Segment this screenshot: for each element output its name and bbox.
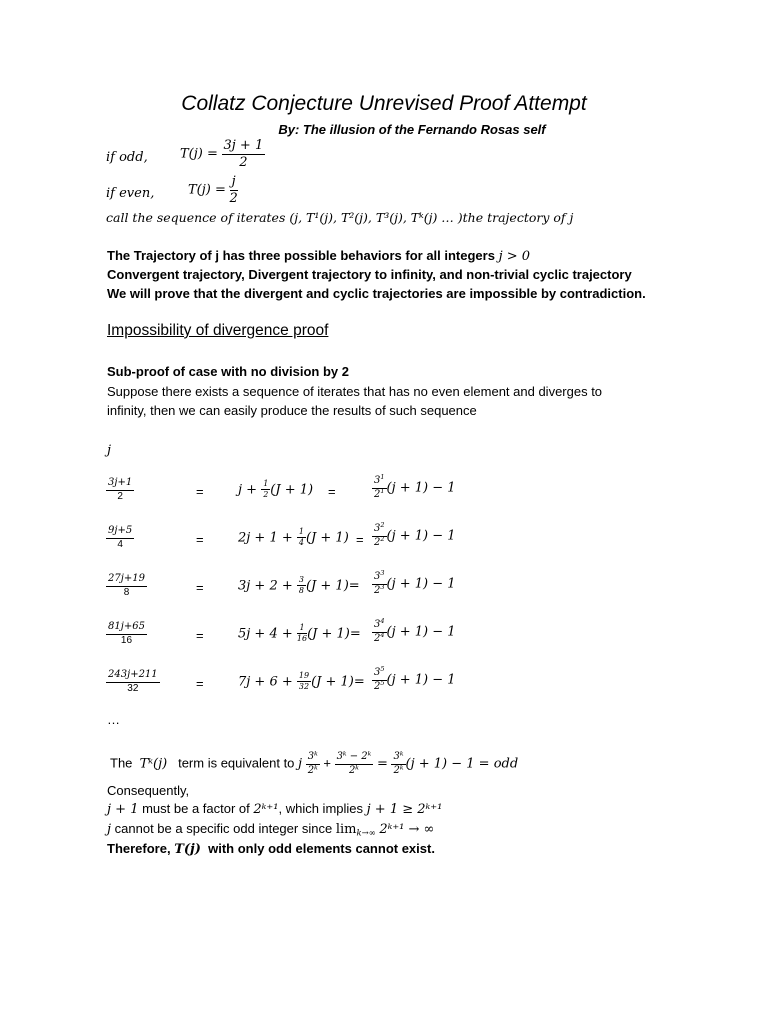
even-case-label: if even, xyxy=(106,186,155,201)
odd-case-fraction xyxy=(222,139,266,169)
row2-expr-post: (J + 1) xyxy=(305,530,349,546)
row3-expr-fnum: 3 xyxy=(297,576,306,586)
row3-power-den: $2^3$ xyxy=(374,582,385,596)
conclusion-f2-num: 3ᵏ − 2ᵏ xyxy=(335,752,374,765)
row3-rhs xyxy=(372,569,456,596)
conclusion-fraction-2 xyxy=(335,752,374,776)
row4-rhs xyxy=(372,617,456,644)
cannot-d: 2ᵏ⁺¹ → ∞ xyxy=(379,822,435,837)
odd-case-lhs: T(j) = xyxy=(180,146,218,162)
row5-expr-post: (J + 1)= xyxy=(311,674,365,690)
row1-expr-fnum: 1 xyxy=(261,480,270,490)
intro-line-3: We will prove that the divergent and cyclic trajectories are impossible by contradiction. xyxy=(107,286,646,301)
even-case-denominator: 2 xyxy=(229,190,238,206)
row3-power-fraction xyxy=(372,569,387,596)
conclusion-f3-num: 3ᵏ xyxy=(391,752,405,765)
row3-lhs-den: 8 xyxy=(123,586,130,598)
row4-lhs-den: 16 xyxy=(120,634,133,646)
conclusion-the: The xyxy=(110,755,133,771)
row2-lhs-den: 4 xyxy=(117,538,123,550)
conclusion-f1-den: 2ᵏ xyxy=(307,764,318,776)
conclusion-equivalent: term is equivalent to xyxy=(178,755,295,771)
row5-expr-fnum: 19 xyxy=(297,672,311,682)
row3-expr-pre: 3j + 2 + xyxy=(238,578,297,594)
factor-d: , which implies xyxy=(278,801,364,816)
row2-rhs-tail: (j + 1) − 1 xyxy=(386,528,456,544)
row2-lhs-fraction xyxy=(106,526,134,550)
row5-expr-fraction xyxy=(297,672,311,692)
cannot-line xyxy=(107,821,434,837)
row1-power-fraction xyxy=(372,473,387,500)
row1-lhs-num: 3j+1 xyxy=(106,478,134,491)
subproof-heading: Sub-proof of case with no division by 2 xyxy=(107,364,349,379)
intro-line-1-text: The Trajectory of j has three possible behaviors for all integers xyxy=(107,248,495,263)
row5-lhs-den: 32 xyxy=(127,682,139,694)
consequently: Consequently, xyxy=(107,783,190,798)
row2-equals-2: = xyxy=(356,532,364,547)
row4-lhs-fraction xyxy=(106,622,147,646)
row4-lhs-num: 81j+65 xyxy=(106,622,147,635)
row4-rhs-tail: (j + 1) − 1 xyxy=(386,624,456,640)
section-heading: Impossibility of divergence proof xyxy=(107,322,329,339)
row4-expression xyxy=(238,624,361,644)
row2-expr-pre: 2j + 1 + xyxy=(238,530,297,546)
even-case-fraction xyxy=(230,175,238,205)
row1-power-den: $2^1$ xyxy=(374,486,385,500)
row2-power-den: $2^2$ xyxy=(374,534,385,548)
conclusion-fraction-1 xyxy=(306,752,320,776)
row5-rhs xyxy=(372,665,456,692)
therefore-c: with only odd elements cannot exist. xyxy=(208,841,435,856)
row3-equals: = xyxy=(196,580,204,595)
row4-power-den: $2^4$ xyxy=(374,630,385,644)
row5-expression xyxy=(238,672,365,692)
j-label: j xyxy=(107,443,112,458)
odd-case-label: if odd, xyxy=(106,150,148,165)
row2-lhs-num: 9j+5 xyxy=(106,526,134,539)
even-case-lhs: T(j) = xyxy=(188,182,226,198)
document-byline: By: The illusion of the Fernando Rosas self xyxy=(278,122,546,137)
row4-expr-fraction xyxy=(297,624,307,644)
row2-expression xyxy=(238,528,349,548)
row1-equals: = xyxy=(196,484,204,499)
conclusion-f2-den: 2ᵏ xyxy=(348,764,359,776)
factor-c: 2ᵏ⁺¹ xyxy=(253,802,279,817)
conclusion-equals: = xyxy=(376,756,388,772)
sequence-definition: call the sequence of iterates (j, T¹(j), T²(j), T³(j), Tᵏ(j) … )the trajectory of j xyxy=(106,210,574,225)
intro-line-1 xyxy=(107,248,530,264)
row1-expr-fden: 2 xyxy=(263,490,269,500)
row4-expr-post: (J + 1)= xyxy=(307,626,361,642)
conclusion-j: j xyxy=(298,756,303,772)
row1-expression xyxy=(238,480,313,500)
intro-line-2: Convergent trajectory, Divergent trajectory to infinity, and non-trivial cyclic trajectory xyxy=(107,267,632,282)
factor-line xyxy=(107,801,442,817)
row1-equals-2: = xyxy=(328,484,336,499)
row2-equals: = xyxy=(196,532,204,547)
conclusion-fraction-3 xyxy=(391,752,405,776)
therefore-a: Therefore, xyxy=(107,841,171,856)
row5-expr-pre: 7j + 6 + xyxy=(238,674,297,690)
conclusion-f3-den: 2ᵏ xyxy=(393,764,404,776)
row2-expr-fnum: 1 xyxy=(297,528,306,538)
row2-power-fraction xyxy=(372,521,387,548)
row2-expr-fden: 4 xyxy=(298,538,304,548)
row5-lhs-num: 243j+211 xyxy=(106,670,160,683)
odd-case-formula xyxy=(180,139,265,169)
row1-rhs xyxy=(372,473,456,500)
row3-lhs-num: 27j+19 xyxy=(106,574,147,587)
conclusion-f1-num: 3ᵏ xyxy=(306,752,320,765)
row2-power-num: $3^2$ xyxy=(372,524,387,537)
row4-expr-fnum: 1 xyxy=(297,624,306,634)
row5-rhs-tail: (j + 1) − 1 xyxy=(386,672,456,688)
row4-power-num: $3^4$ xyxy=(372,620,387,633)
row3-expr-fden: 8 xyxy=(298,586,304,596)
ellipsis: … xyxy=(107,712,120,727)
conclusion-line xyxy=(110,752,518,776)
row5-power-fraction xyxy=(372,665,387,692)
row4-expr-fden: 16 xyxy=(296,634,308,644)
cannot-b: cannot be a specific odd integer since xyxy=(114,821,333,836)
therefore-line xyxy=(107,841,435,857)
row1-expr-post: (J + 1) xyxy=(270,482,314,498)
row1-lhs-fraction xyxy=(106,478,134,502)
factor-b: must be a factor of xyxy=(142,801,250,816)
intro-line-1-math: j > 0 xyxy=(498,249,531,264)
factor-e: j + 1 ≥ 2ᵏ⁺¹ xyxy=(366,802,443,817)
row2-expr-fraction xyxy=(297,528,306,548)
row3-lhs-fraction xyxy=(106,574,147,598)
odd-case-denominator: 2 xyxy=(239,154,248,170)
row4-expr-pre: 5j + 4 + xyxy=(238,626,297,642)
odd-case-numerator: 3j + 1 xyxy=(223,138,264,153)
row1-expr-pre: j + xyxy=(238,482,262,498)
row5-expr-fden: 32 xyxy=(298,682,310,692)
row1-power-num: $3^1$ xyxy=(372,476,387,489)
row4-equals: = xyxy=(196,628,204,643)
row1-expr-fraction xyxy=(261,480,270,500)
cannot-a: j xyxy=(107,822,112,837)
row5-power-num: $3^5$ xyxy=(372,668,387,681)
row3-expression xyxy=(238,576,360,596)
conclusion-plus: + xyxy=(323,755,331,771)
cannot-lim: $\lim_{k\to\infty}$ xyxy=(335,822,376,838)
subproof-paragraph-line-2: infinity, then we can easily produce the results of such sequence xyxy=(107,403,477,418)
row5-equals: = xyxy=(196,676,204,691)
row1-lhs-den: 2 xyxy=(117,490,123,502)
conclusion-tail: (j + 1) − 1 = odd xyxy=(405,756,519,772)
even-case-formula xyxy=(188,175,238,205)
document-title: Collatz Conjecture Unrevised Proof Attempt xyxy=(181,92,587,115)
row3-expr-post: (J + 1)= xyxy=(305,578,360,594)
conclusion-tk: Tᵏ(j) xyxy=(139,756,168,772)
row2-rhs xyxy=(372,521,456,548)
row4-power-fraction xyxy=(372,617,387,644)
row1-rhs-tail: (j + 1) − 1 xyxy=(386,480,456,496)
row3-rhs-tail: (j + 1) − 1 xyxy=(386,576,456,592)
row5-power-den: $2^5$ xyxy=(374,678,385,692)
therefore-b: T(j) xyxy=(174,842,201,857)
row5-lhs-fraction xyxy=(106,670,160,694)
row3-power-num: $3^3$ xyxy=(372,572,387,585)
even-case-numerator: j xyxy=(231,174,236,189)
factor-a: j + 1 xyxy=(107,802,139,817)
row3-expr-fraction xyxy=(297,576,306,596)
subproof-paragraph-line-1: Suppose there exists a sequence of iterates that has no even element and diverges to xyxy=(107,384,603,399)
